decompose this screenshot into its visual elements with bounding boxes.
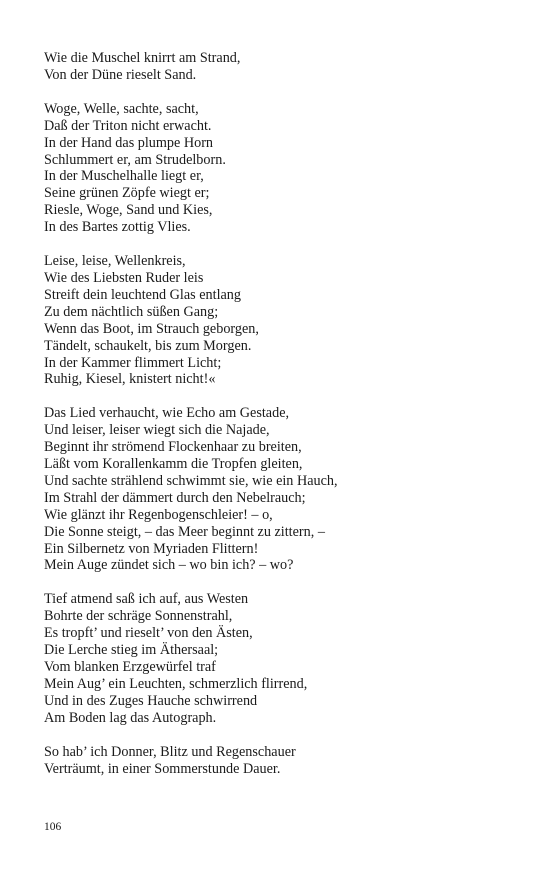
verse-line: Und sachte strählend schwimmt sie, wie ein Hauch, — [44, 472, 338, 489]
verse-line: Bohrte der schräge Sonnenstrahl, — [44, 608, 233, 625]
stanza — [44, 405, 514, 574]
poem-text — [44, 50, 514, 794]
verse-line: Das Lied verhaucht, wie Echo am Gestade, — [44, 405, 290, 422]
verse-line: Vom blanken Erzgewürfel traf — [44, 659, 216, 675]
verse-line: Mein Aug’ ein Leuchten, schmerzlich flirrend, — [44, 675, 308, 692]
verse-line: Im Strahl der dämmert durch den Nebelrauch; — [44, 489, 306, 506]
verse-line: Läßt vom Korallenkamm die Tropfen gleiten, — [44, 456, 303, 473]
verse-line: Mein Auge zündet sich – wo bin ich? – wo? — [44, 557, 294, 574]
verse-line: Es tropft’ und rieselt’ von den Ästen, — [44, 625, 253, 642]
verse-line: Die Sonne steigt, – das Meer beginnt zu zittern, – — [44, 523, 325, 540]
stanza — [44, 253, 514, 388]
verse-line: Wie die Muschel knirrt am Strand, — [44, 50, 241, 66]
verse-line: In des Bartes zottig Vlies. — [44, 219, 191, 236]
verse-line: Beginnt ihr strömend Flockenhaar zu breiten, — [44, 439, 302, 456]
verse-line: Wie glänzt ihr Regenbogenschleier! – o, — [44, 506, 273, 523]
stanza — [44, 101, 514, 236]
verse-line: Verträumt, in einer Sommerstunde Dauer. — [44, 760, 281, 777]
verse-line: Streift dein leuchtend Glas entlang — [44, 286, 241, 303]
verse-line: Am Boden lag das Autograph. — [44, 709, 217, 726]
verse-line: Riesle, Woge, Sand und Kies, — [44, 202, 213, 219]
verse-line: In der Muschelhalle liegt er, — [44, 168, 204, 185]
verse-line: Von der Düne rieselt Sand. — [44, 66, 197, 83]
verse-line: In der Kammer flimmert Licht; — [44, 354, 222, 371]
verse-line: Schlummert er, am Strudelborn. — [44, 151, 226, 168]
verse-line: Ein Silbernetz von Myriaden Flittern! — [44, 540, 259, 557]
verse-line: Und leiser, leiser wiegt sich die Najade, — [44, 422, 270, 439]
verse-line: Daß der Triton nicht erwacht. — [44, 117, 212, 134]
verse-line: Die Lerche stieg im Äthersaal; — [44, 642, 219, 659]
verse-line: Zu dem nächtlich süßen Gang; — [44, 303, 219, 320]
page-number: 106 — [44, 821, 62, 833]
verse-line: Woge, Welle, sachte, sacht, — [44, 100, 199, 117]
verse-line: In der Hand das plumpe Horn — [44, 134, 214, 151]
verse-line: Tief atmend saß ich auf, aus Westen — [44, 591, 249, 608]
stanza — [44, 744, 514, 778]
verse-line: Seine grünen Zöpfe wiegt er; — [44, 185, 210, 202]
verse-line: Und in des Zuges Hauche schwirrend — [44, 692, 258, 709]
verse-line: Wenn das Boot, im Strauch geborgen, — [44, 320, 259, 337]
verse-line: Wie des Liebsten Ruder leis — [44, 269, 204, 286]
verse-line: Ruhig, Kiesel, knistert nicht!« — [44, 371, 216, 388]
stanza — [44, 50, 514, 84]
verse-line: So hab’ ich Donner, Blitz und Regenschauer — [44, 743, 296, 760]
stanza — [44, 591, 514, 726]
verse-line: Tändelt, schaukelt, bis zum Morgen. — [44, 337, 252, 354]
verse-line: Leise, leise, Wellenkreis, — [44, 253, 186, 270]
